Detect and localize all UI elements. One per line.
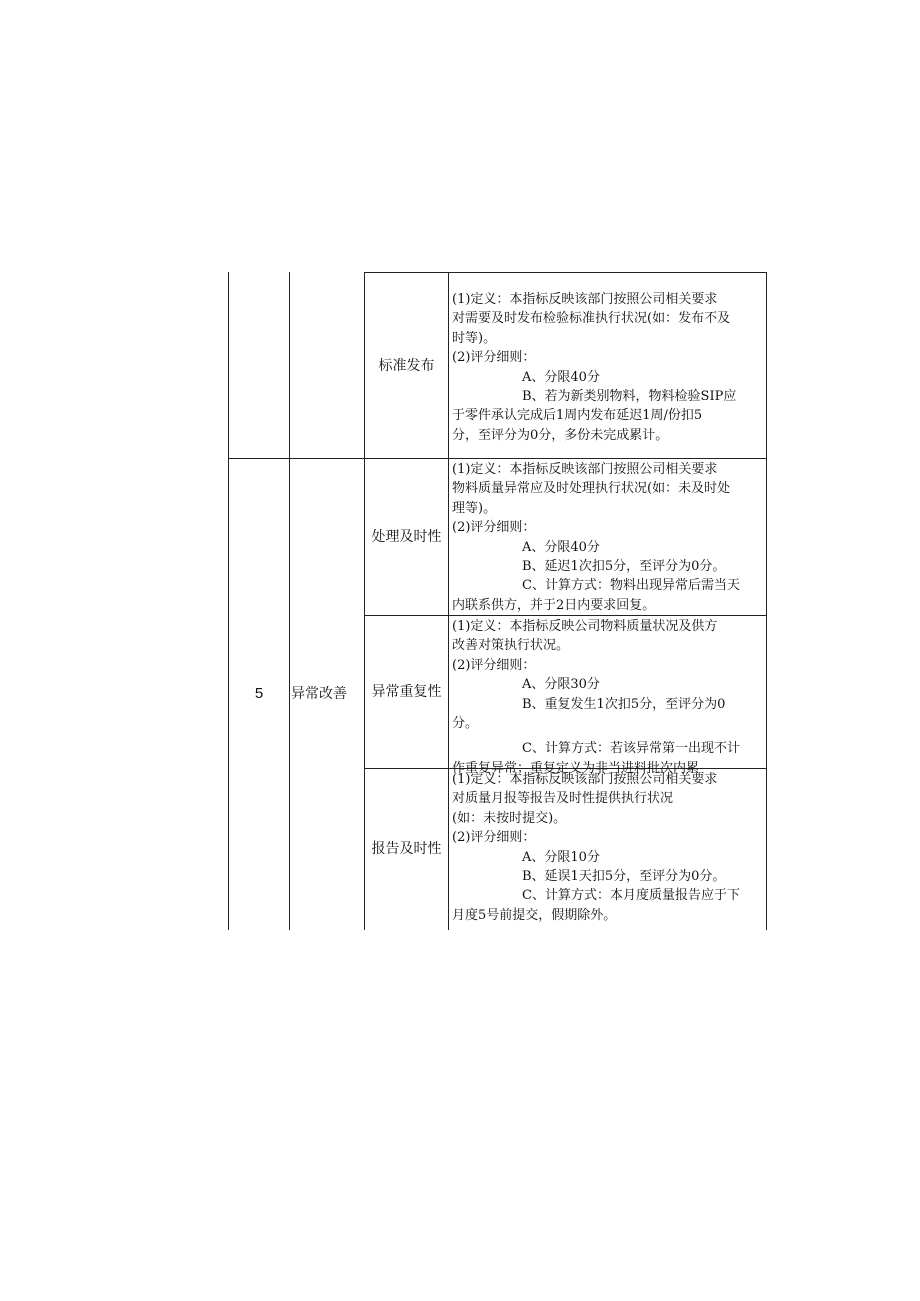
description-line: 理等)。	[452, 500, 497, 516]
description-line: 对需要及时发布检验标准执行状况(如：发布不及	[452, 311, 731, 327]
description-line: (1)定义：本指标反映该部门按照公司相关要求	[452, 462, 718, 477]
description-line: 分，至评分为0分，多份未完成累计。	[452, 427, 669, 443]
group-category: 异常改善	[291, 686, 347, 702]
description-cell	[452, 770, 766, 925]
item-label: 异常重复性	[371, 684, 442, 700]
description-line: A、分限40分	[522, 539, 600, 555]
description-line: 分。	[452, 716, 479, 732]
description-line: 改善对策执行状况。	[452, 638, 570, 654]
description-line: 物料质量异常应及时处理执行状况(如：未及时处	[452, 481, 731, 497]
description-line: (2)评分细则：	[452, 520, 536, 536]
item-label: 报告及时性	[371, 841, 442, 857]
table-border-right	[766, 272, 767, 930]
description-line: C、计算方式：本月度质量报告应于下	[522, 888, 740, 904]
column-divider-3	[448, 272, 449, 930]
description-line: 于零件承认完成后1周内发布延迟1周/份扣5	[452, 408, 703, 424]
description-line: A、分限30分	[522, 677, 600, 693]
description-line: B、重复发生1次扣5分，至评分为0	[522, 696, 726, 712]
description-line: (2)评分细则：	[452, 830, 536, 846]
description-line: B、延误1天扣5分，至评分为0分。	[522, 869, 726, 885]
description-cell	[452, 290, 766, 445]
description-line: (2)评分细则：	[452, 350, 536, 366]
description-line: B、若为新类别物料，物料检验SIP应	[522, 389, 737, 405]
description-line: (1)定义：本指标反映该部门按照公司相关要求	[452, 772, 718, 787]
description-line: 作重复异常；重复定义为非当进料批次内累	[452, 760, 700, 776]
item-label: 处理及时性	[371, 529, 442, 545]
description-line: C、计算方式：物料出现异常后需当天	[522, 578, 740, 594]
description-cell	[452, 460, 766, 615]
description-line: 月度5号前提交，假期除外。	[452, 907, 617, 923]
item-label: 标准发布	[378, 357, 435, 374]
description-line: (2)评分细则：	[452, 657, 536, 673]
description-line: A、分限40分	[522, 369, 600, 385]
description-line: (1)定义：本指标反映公司物料质量状况及供方	[452, 619, 718, 634]
description-cell	[452, 617, 766, 778]
description-line: B、延迟1次扣5分，至评分为0分。	[522, 559, 726, 575]
description-line: (1)定义：本指标反映该部门按照公司相关要求	[452, 292, 718, 307]
description-line: (如：未按时提交)。	[452, 810, 567, 826]
description-line: A、分限10分	[522, 849, 600, 865]
description-line: 时等)。	[452, 330, 497, 346]
description-line: C、计算方式：若该异常第一出现不计	[522, 741, 740, 757]
group-number: 5	[254, 685, 264, 702]
description-line: 对质量月报等报告及时性提供执行状况	[452, 791, 674, 807]
description-line: 内联系供方，并于2日内要求回复。	[452, 597, 656, 613]
